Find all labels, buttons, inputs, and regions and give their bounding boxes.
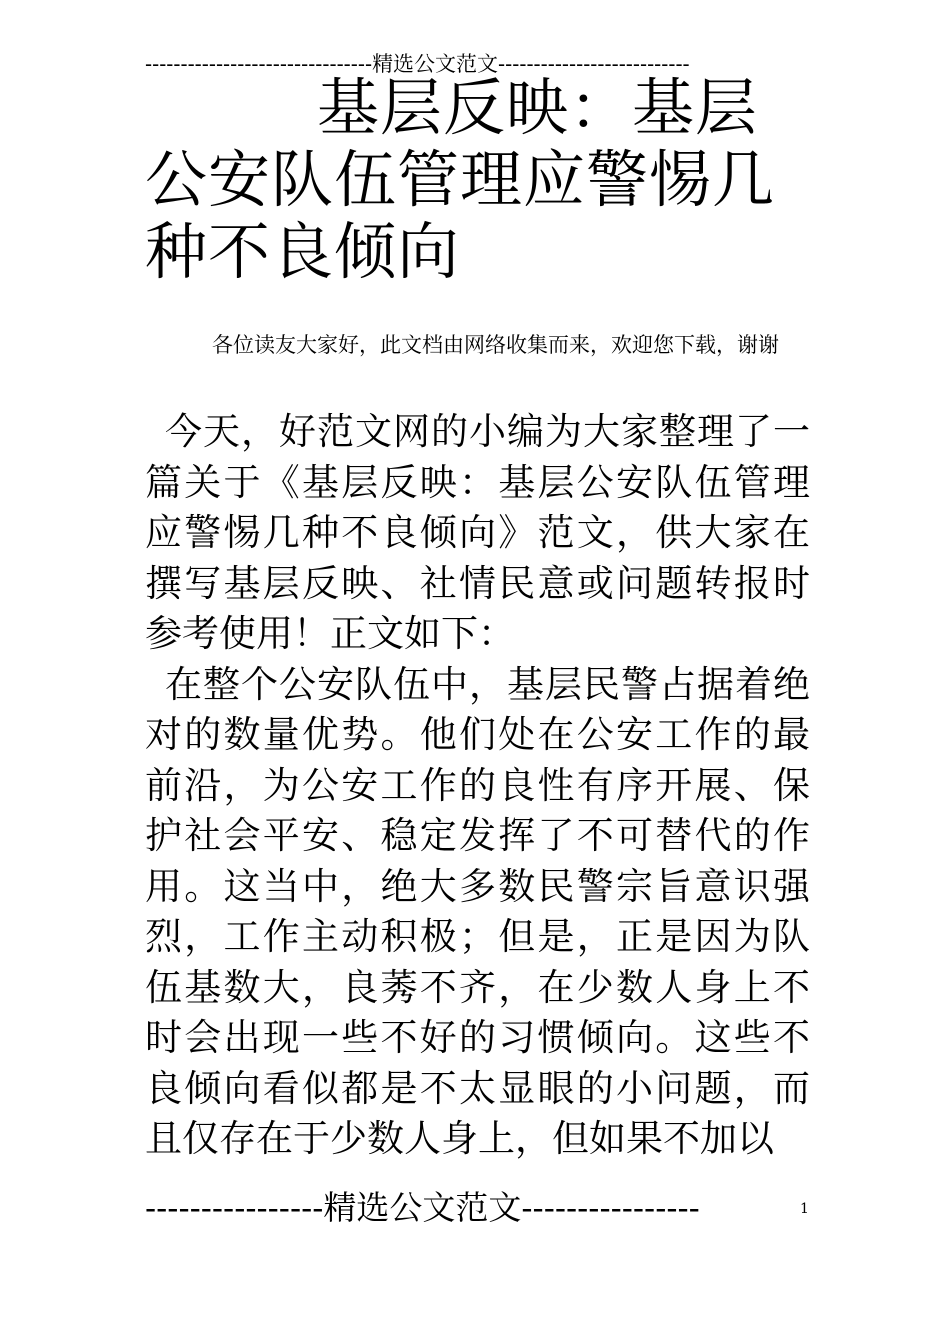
page-header: --------------------------------精选公文范文--------------------------- (145, 52, 690, 76)
greeting-line: 各位读友大家好，此文档由网络收集而来，欢迎您下载，谢谢 (212, 333, 779, 357)
body-paragraph: 在整个公安队伍中，基层民警占据着绝对的数量优势。他们处在公安工作的最前沿，为公安工作的良性有序开展、保护社会平安、稳定发挥了不可替代的作用。这当中，绝大多数民警宗旨意识强烈，工作主动积极；但是，正是因为队伍基数大，良莠不齐，在少数人身上不时会出现一些不好的习惯倾向。这些不良倾向看似都是不太显眼的小问题，而且仅存在于少数人身上，但如果不加以 (145, 662, 810, 1160)
page-number: 1 (800, 1201, 809, 1217)
document-title: 基层反映：基层公安队伍管理应警惕几种不良倾向 (145, 71, 776, 288)
page-footer: ----------------精选公文范文---------------- (145, 1188, 700, 1227)
body-paragraph: 今天，好范文网的小编为大家整理了一篇关于《基层反映：基层公安队伍管理应警惕几种不良倾向》范文，供大家在撰写基层反映、社情民意或问题转报时参考使用！正文如下： (145, 410, 810, 655)
document-body (145, 407, 810, 1165)
